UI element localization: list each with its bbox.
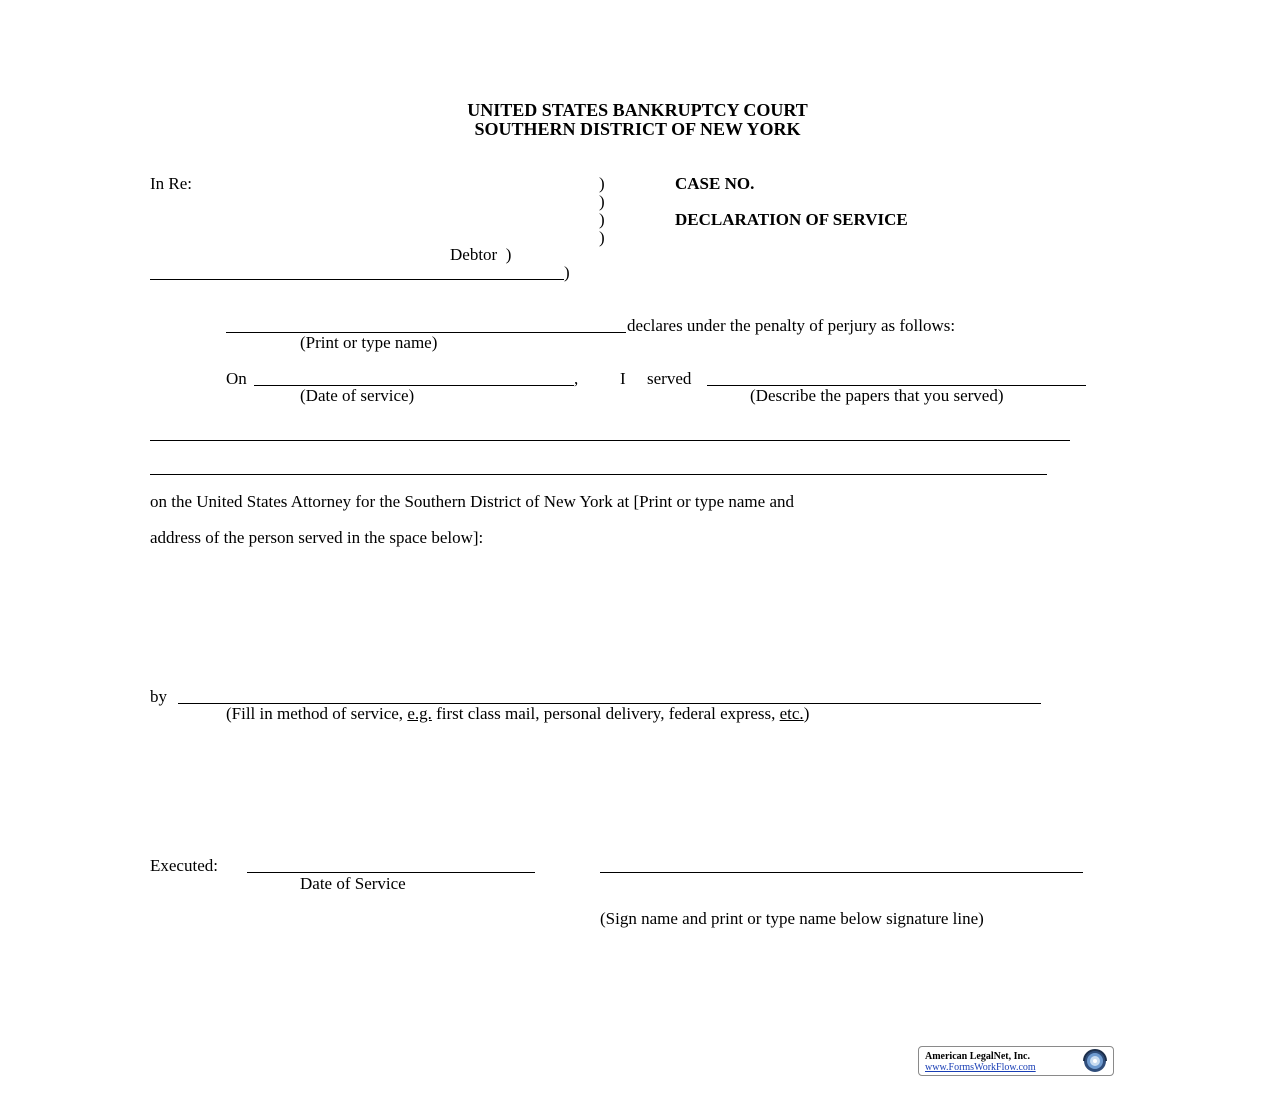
method-hint-eg: e.g. bbox=[407, 704, 432, 723]
case-number-label: CASE NO. bbox=[675, 174, 755, 193]
caption-paren: ) bbox=[599, 192, 605, 211]
papers-continuation-line[interactable] bbox=[150, 440, 1070, 441]
papers-continuation-line[interactable] bbox=[150, 474, 1047, 475]
execution-date-line[interactable] bbox=[247, 872, 535, 873]
method-hint-middle: first class mail, personal delivery, federal express, bbox=[431, 704, 780, 723]
logo-company-name: American LegalNet, Inc. bbox=[925, 1051, 1030, 1062]
caption-paren: ) bbox=[599, 210, 605, 229]
signature-line[interactable] bbox=[600, 872, 1083, 873]
comma: , bbox=[574, 369, 579, 388]
logo-website-link[interactable]: www.FormsWorkFlow.com bbox=[925, 1062, 1036, 1073]
served-on-text: address of the person served in the space below]: bbox=[150, 528, 484, 547]
date-of-service-hint: (Date of service) bbox=[300, 386, 415, 405]
papers-served-hint: (Describe the papers that you served) bbox=[750, 386, 1004, 405]
district-title: SOUTHERN DISTRICT OF NEW YORK bbox=[474, 119, 801, 139]
declares-text: declares under the penalty of perjury as follows: bbox=[627, 316, 956, 335]
on-label: On bbox=[226, 369, 247, 388]
served-on-text: on the United States Attorney for the Southern District of New York at [Print or type name and bbox=[150, 492, 794, 511]
debtor-name-line[interactable] bbox=[150, 279, 564, 280]
caption-paren: ) bbox=[599, 228, 605, 247]
in-re-label: In Re: bbox=[150, 174, 193, 193]
execution-date-hint: Date of Service bbox=[300, 874, 406, 893]
executed-label: Executed: bbox=[150, 856, 218, 875]
caption-close-paren: ) bbox=[564, 263, 570, 282]
caption-paren: ) bbox=[599, 174, 605, 193]
served-label: served bbox=[647, 369, 692, 388]
method-hint-prefix: (Fill in method of service, bbox=[226, 704, 408, 723]
debtor-label: Debtor ) bbox=[450, 245, 512, 264]
document-title: DECLARATION OF SERVICE bbox=[675, 210, 908, 229]
american-legalnet-logo bbox=[918, 1046, 1114, 1076]
print-name-hint: (Print or type name) bbox=[300, 333, 438, 352]
method-hint bbox=[226, 705, 809, 722]
signature-hint: (Sign name and print or type name below signature line) bbox=[600, 909, 984, 928]
by-label: by bbox=[150, 687, 167, 706]
i-label: I bbox=[620, 369, 626, 388]
court-title: UNITED STATES BANKRUPTCY COURT bbox=[467, 100, 808, 120]
method-hint-suffix: ) bbox=[803, 704, 810, 723]
method-hint-etc: etc. bbox=[779, 704, 804, 723]
globe-icon bbox=[1075, 1048, 1109, 1074]
